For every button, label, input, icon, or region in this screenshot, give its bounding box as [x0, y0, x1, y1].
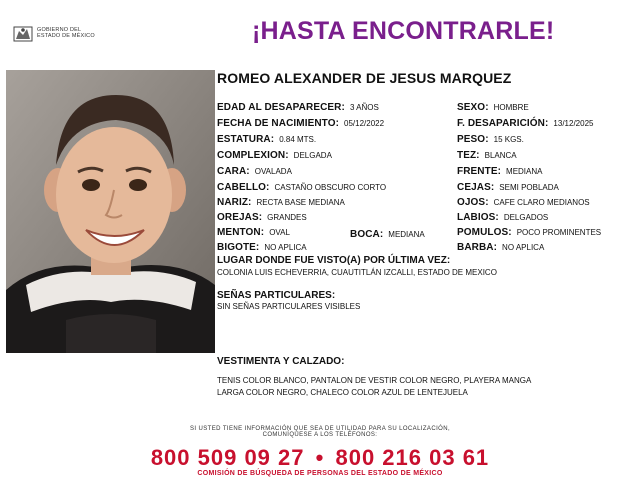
field-boca: [350, 224, 425, 242]
field-label: FRENTE:: [457, 166, 502, 177]
field-value: DELGADOS: [503, 213, 549, 222]
field-value: MEDIANA: [506, 167, 543, 176]
contact-info: [0, 426, 640, 438]
field-value: HOMBRE: [493, 103, 529, 112]
field-value: 3 AÑOS: [349, 103, 379, 112]
field-value: POCO PROMINENTES: [516, 228, 602, 237]
field-value: DELGADA: [293, 151, 332, 160]
clothing-label: VESTIMENTA Y CALZADO:: [217, 356, 345, 367]
field-value: NO APLICA: [264, 243, 307, 252]
field-value: BLANCA: [484, 151, 517, 160]
state-emblem-icon: [12, 24, 34, 44]
last-seen-value: COLONIA LUIS ECHEVERRIA, CUAUTITLÁN IZCALLI, ESTADO DE MEXICO: [217, 268, 497, 277]
field-label: BIGOTE:: [217, 242, 260, 253]
field-label: EDAD AL DESAPARECER:: [217, 102, 345, 113]
person-name: ROMEO ALEXANDER DE JESUS MARQUEZ: [217, 70, 512, 86]
field-value: 05/12/2022: [344, 119, 385, 128]
field-label: LABIOS:: [457, 212, 499, 223]
field-label: TEZ:: [457, 150, 480, 161]
field-value: 15 KGS.: [493, 135, 524, 144]
child-photo-illustration: [6, 70, 215, 353]
state-logo: [12, 24, 122, 44]
field-value: 0.84 MTS.: [279, 135, 317, 144]
field-label: FECHA DE NACIMIENTO:: [217, 118, 339, 129]
field-label: BARBA:: [457, 242, 498, 253]
field-label: F. DESAPARICIÓN:: [457, 118, 549, 129]
field-label: PESO:: [457, 134, 489, 145]
field-label: POMULOS:: [457, 227, 512, 238]
field-value: RECTA BASE MEDIANA: [256, 198, 345, 207]
contact-info-line2: COMUNÍQUESE A LOS TELÉFONOS:: [262, 432, 378, 438]
marks-value: SIN SEÑAS PARTICULARES VISIBLES: [217, 302, 361, 311]
logo-line2: ESTADO DE MÉXICO: [37, 33, 95, 39]
field-label: OREJAS:: [217, 212, 263, 223]
field-value: CAFE CLARO MEDIANOS: [493, 198, 590, 207]
field-value: CASTAÑO OBSCURO CORTO: [274, 183, 387, 192]
field-label: CEJAS:: [457, 182, 495, 193]
contact-info-line1: SI USTED TIENE INFORMACIÓN QUE SEA DE UTILIDAD PARA SU LOCALIZACIÓN,: [189, 426, 451, 432]
field-label: CARA:: [217, 166, 250, 177]
field-label: NARIZ:: [217, 197, 252, 208]
field-label: CABELLO:: [217, 182, 270, 193]
footer-commission: COMISIÓN DE BÚSQUEDA DE PERSONAS DEL ESTADO DE MÉXICO: [197, 470, 443, 477]
phone-2[interactable]: 800 216 03 61: [335, 445, 490, 470]
logo-line1: GOBIERNO DEL: [37, 27, 82, 33]
phone-numbers: [0, 445, 640, 471]
last-seen-label: LUGAR DONDE FUE VISTO(A) POR ÚLTIMA VEZ:: [217, 255, 451, 266]
clothing-line1: TENIS COLOR BLANCO, PANTALON DE VESTIR COLOR NEGRO, PLAYERA MANGA: [217, 376, 532, 385]
field-label: MENTON:: [217, 227, 265, 238]
field-bigote: [217, 237, 307, 255]
page-title: ¡HASTA ENCONTRARLE!: [252, 17, 555, 45]
child-photo: [6, 70, 215, 353]
field-value: 13/12/2025: [553, 119, 594, 128]
field-label: OJOS:: [457, 197, 489, 208]
field-value: GRANDES: [267, 213, 307, 222]
field-label: SEXO:: [457, 102, 489, 113]
phone-1[interactable]: 800 509 09 27: [150, 445, 305, 470]
field-value: OVAL: [269, 228, 290, 237]
field-value: NO APLICA: [502, 243, 545, 252]
clothing-line2: LARGA COLOR NEGRO, CHALECO COLOR AZUL DE LENTEJUELA: [217, 388, 468, 397]
field-label: BOCA:: [350, 229, 384, 240]
marks-label: SEÑAS PARTICULARES:: [217, 290, 336, 301]
field-value: SEMI POBLADA: [499, 183, 559, 192]
field-label: COMPLEXION:: [217, 150, 289, 161]
field-barba: [457, 237, 544, 255]
phone-separator: •: [315, 445, 325, 470]
field-value: OVALADA: [254, 167, 292, 176]
field-value: MEDIANA: [388, 230, 425, 239]
field-label: ESTATURA:: [217, 134, 275, 145]
